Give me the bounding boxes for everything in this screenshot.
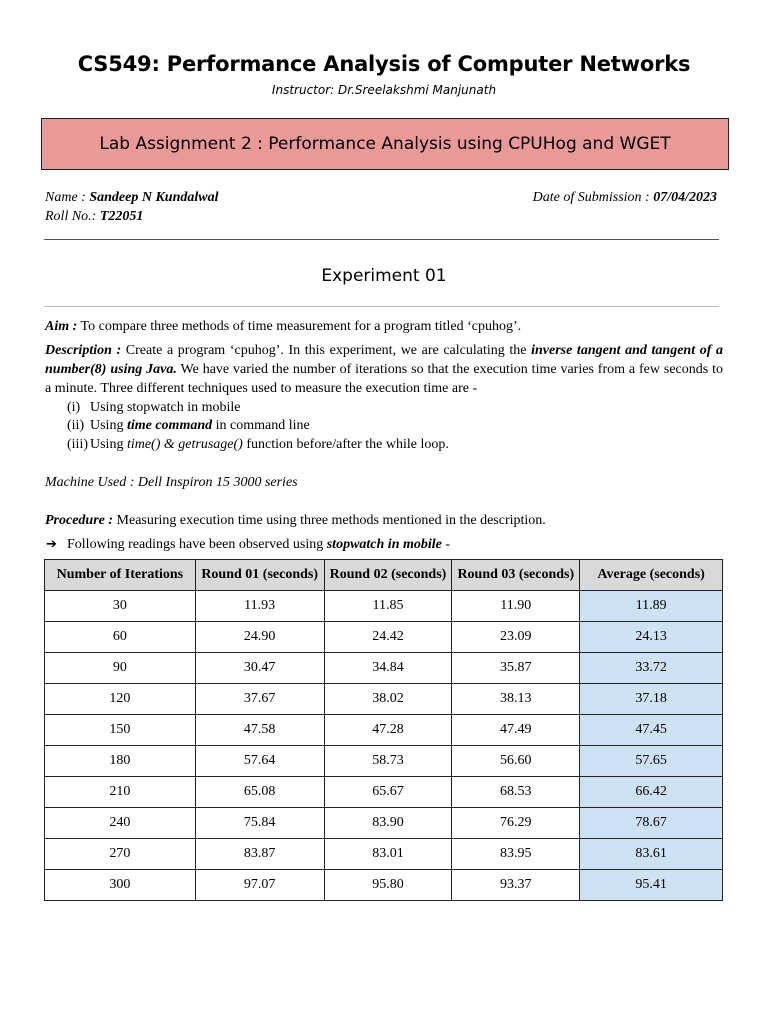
average-cell: 78.67 [580,808,723,839]
method-text: Using stopwatch in mobile [90,400,241,415]
observation-line [46,535,450,554]
round-cell: 38.13 [452,684,580,715]
aim-label: Aim : [45,319,78,334]
round-cell: 38.02 [324,684,452,715]
table-row [45,653,723,684]
iterations-cell: 180 [45,746,196,777]
average-cell: 47.45 [580,715,723,746]
procedure-label: Procedure : [45,513,114,528]
table-header-row [45,560,723,591]
aim-paragraph [45,317,723,336]
round-cell: 23.09 [452,622,580,653]
machine-used: Machine Used : Dell Inspiron 15 3000 series [45,475,298,490]
average-cell: 24.13 [580,622,723,653]
method-italic: time() & getrusage() [126,437,243,452]
average-cell: 83.61 [580,839,723,870]
date-value: 07/04/2023 [653,190,717,205]
method-bold: time command [126,418,213,433]
round-cell: 11.85 [324,591,452,622]
iterations-cell: 240 [45,808,196,839]
round-cell: 37.67 [195,684,324,715]
round-cell: 47.58 [195,715,324,746]
name-value: Sandeep N Kundalwal [89,190,219,205]
student-name [45,190,218,206]
column-header: Round 03 (seconds) [452,560,580,591]
iterations-cell: 120 [45,684,196,715]
observation-suffix: - [441,537,451,552]
average-cell: 66.42 [580,777,723,808]
iterations-cell: 30 [45,591,196,622]
table-row [45,777,723,808]
description-paragraph [45,341,723,398]
round-cell: 24.90 [195,622,324,653]
roll-value: T22051 [99,209,144,224]
average-cell: 11.89 [580,591,723,622]
method-text: Using [90,418,127,433]
instructor-line: Instructor: Dr.Sreelakshmi Manjunath [271,83,497,97]
round-cell: 75.84 [195,808,324,839]
column-header: Number of Iterations [45,560,196,591]
round-cell: 65.08 [195,777,324,808]
column-header: Round 01 (seconds) [195,560,324,591]
method-number: (iii) [67,437,88,452]
table-row [45,839,723,870]
iterations-cell: 90 [45,653,196,684]
method-text-post: in command line [212,418,310,433]
procedure-line [45,511,546,530]
header-divider [44,239,719,240]
observation-text: Following readings have been observed using [67,537,327,552]
name-label: Name : [45,190,90,205]
procedure-text: Measuring execution time using three methods mentioned in the description. [113,513,546,528]
method-item-2 [67,416,310,435]
submission-date [533,190,717,206]
lab-assignment-banner [41,118,729,170]
roll-label: Roll No.: [45,209,100,224]
round-cell: 11.93 [195,591,324,622]
method-item-3 [67,435,449,454]
average-cell: 95.41 [580,870,723,901]
round-cell: 58.73 [324,746,452,777]
table-row [45,684,723,715]
round-cell: 56.60 [452,746,580,777]
round-cell: 11.90 [452,591,580,622]
round-cell: 93.37 [452,870,580,901]
round-cell: 83.87 [195,839,324,870]
method-text-post: function before/after the while loop. [242,437,449,452]
round-cell: 95.80 [324,870,452,901]
round-cell: 83.01 [324,839,452,870]
iterations-cell: 300 [45,870,196,901]
method-item-1 [67,398,241,417]
aim-text: To compare three methods of time measurement for a program titled ‘cpuhog’. [77,319,522,334]
method-number: (ii) [67,418,85,433]
iterations-cell: 210 [45,777,196,808]
experiment-divider [44,306,719,307]
iterations-cell: 150 [45,715,196,746]
average-cell: 57.65 [580,746,723,777]
stopwatch-readings-table [44,559,723,901]
round-cell: 24.42 [324,622,452,653]
average-cell: 37.18 [580,684,723,715]
round-cell: 47.28 [324,715,452,746]
table-row [45,622,723,653]
table-row [45,870,723,901]
column-header: Round 02 (seconds) [324,560,452,591]
date-label: Date of Submission : [532,190,654,205]
method-number: (i) [67,400,81,415]
lab-assignment-title: Lab Assignment 2 : Performance Analysis using CPUHog and WGET [99,134,671,154]
roll-number [45,209,143,225]
round-cell: 47.49 [452,715,580,746]
description-text-1: Create a program ‘cpuhog’. In this experiment, we are calculating the [121,343,532,358]
iterations-cell: 270 [45,839,196,870]
round-cell: 35.87 [452,653,580,684]
description-emphasis: inverse tangent and tangent of a number(8) using Java. [45,343,723,377]
table-row [45,715,723,746]
round-cell: 83.90 [324,808,452,839]
course-title: CS549: Performance Analysis of Computer Networks [77,52,691,76]
description-label: Description : [45,343,122,358]
round-cell: 76.29 [452,808,580,839]
table-row [45,746,723,777]
round-cell: 65.67 [324,777,452,808]
method-text: Using [90,437,127,452]
iterations-cell: 60 [45,622,196,653]
column-header: Average (seconds) [580,560,723,591]
round-cell: 30.47 [195,653,324,684]
round-cell: 97.07 [195,870,324,901]
arrow-bullet-icon: ➔ [46,537,57,552]
table-row [45,808,723,839]
experiment-title: Experiment 01 [321,266,447,286]
average-cell: 33.72 [580,653,723,684]
round-cell: 57.64 [195,746,324,777]
round-cell: 83.95 [452,839,580,870]
table-row [45,591,723,622]
observation-emphasis: stopwatch in mobile [326,537,442,552]
round-cell: 68.53 [452,777,580,808]
round-cell: 34.84 [324,653,452,684]
description-text-2: We have varied the number of iterations so that the execution time varies from a few seconds to a minute. Three different techniques used to measure the execution time are - [45,362,723,396]
